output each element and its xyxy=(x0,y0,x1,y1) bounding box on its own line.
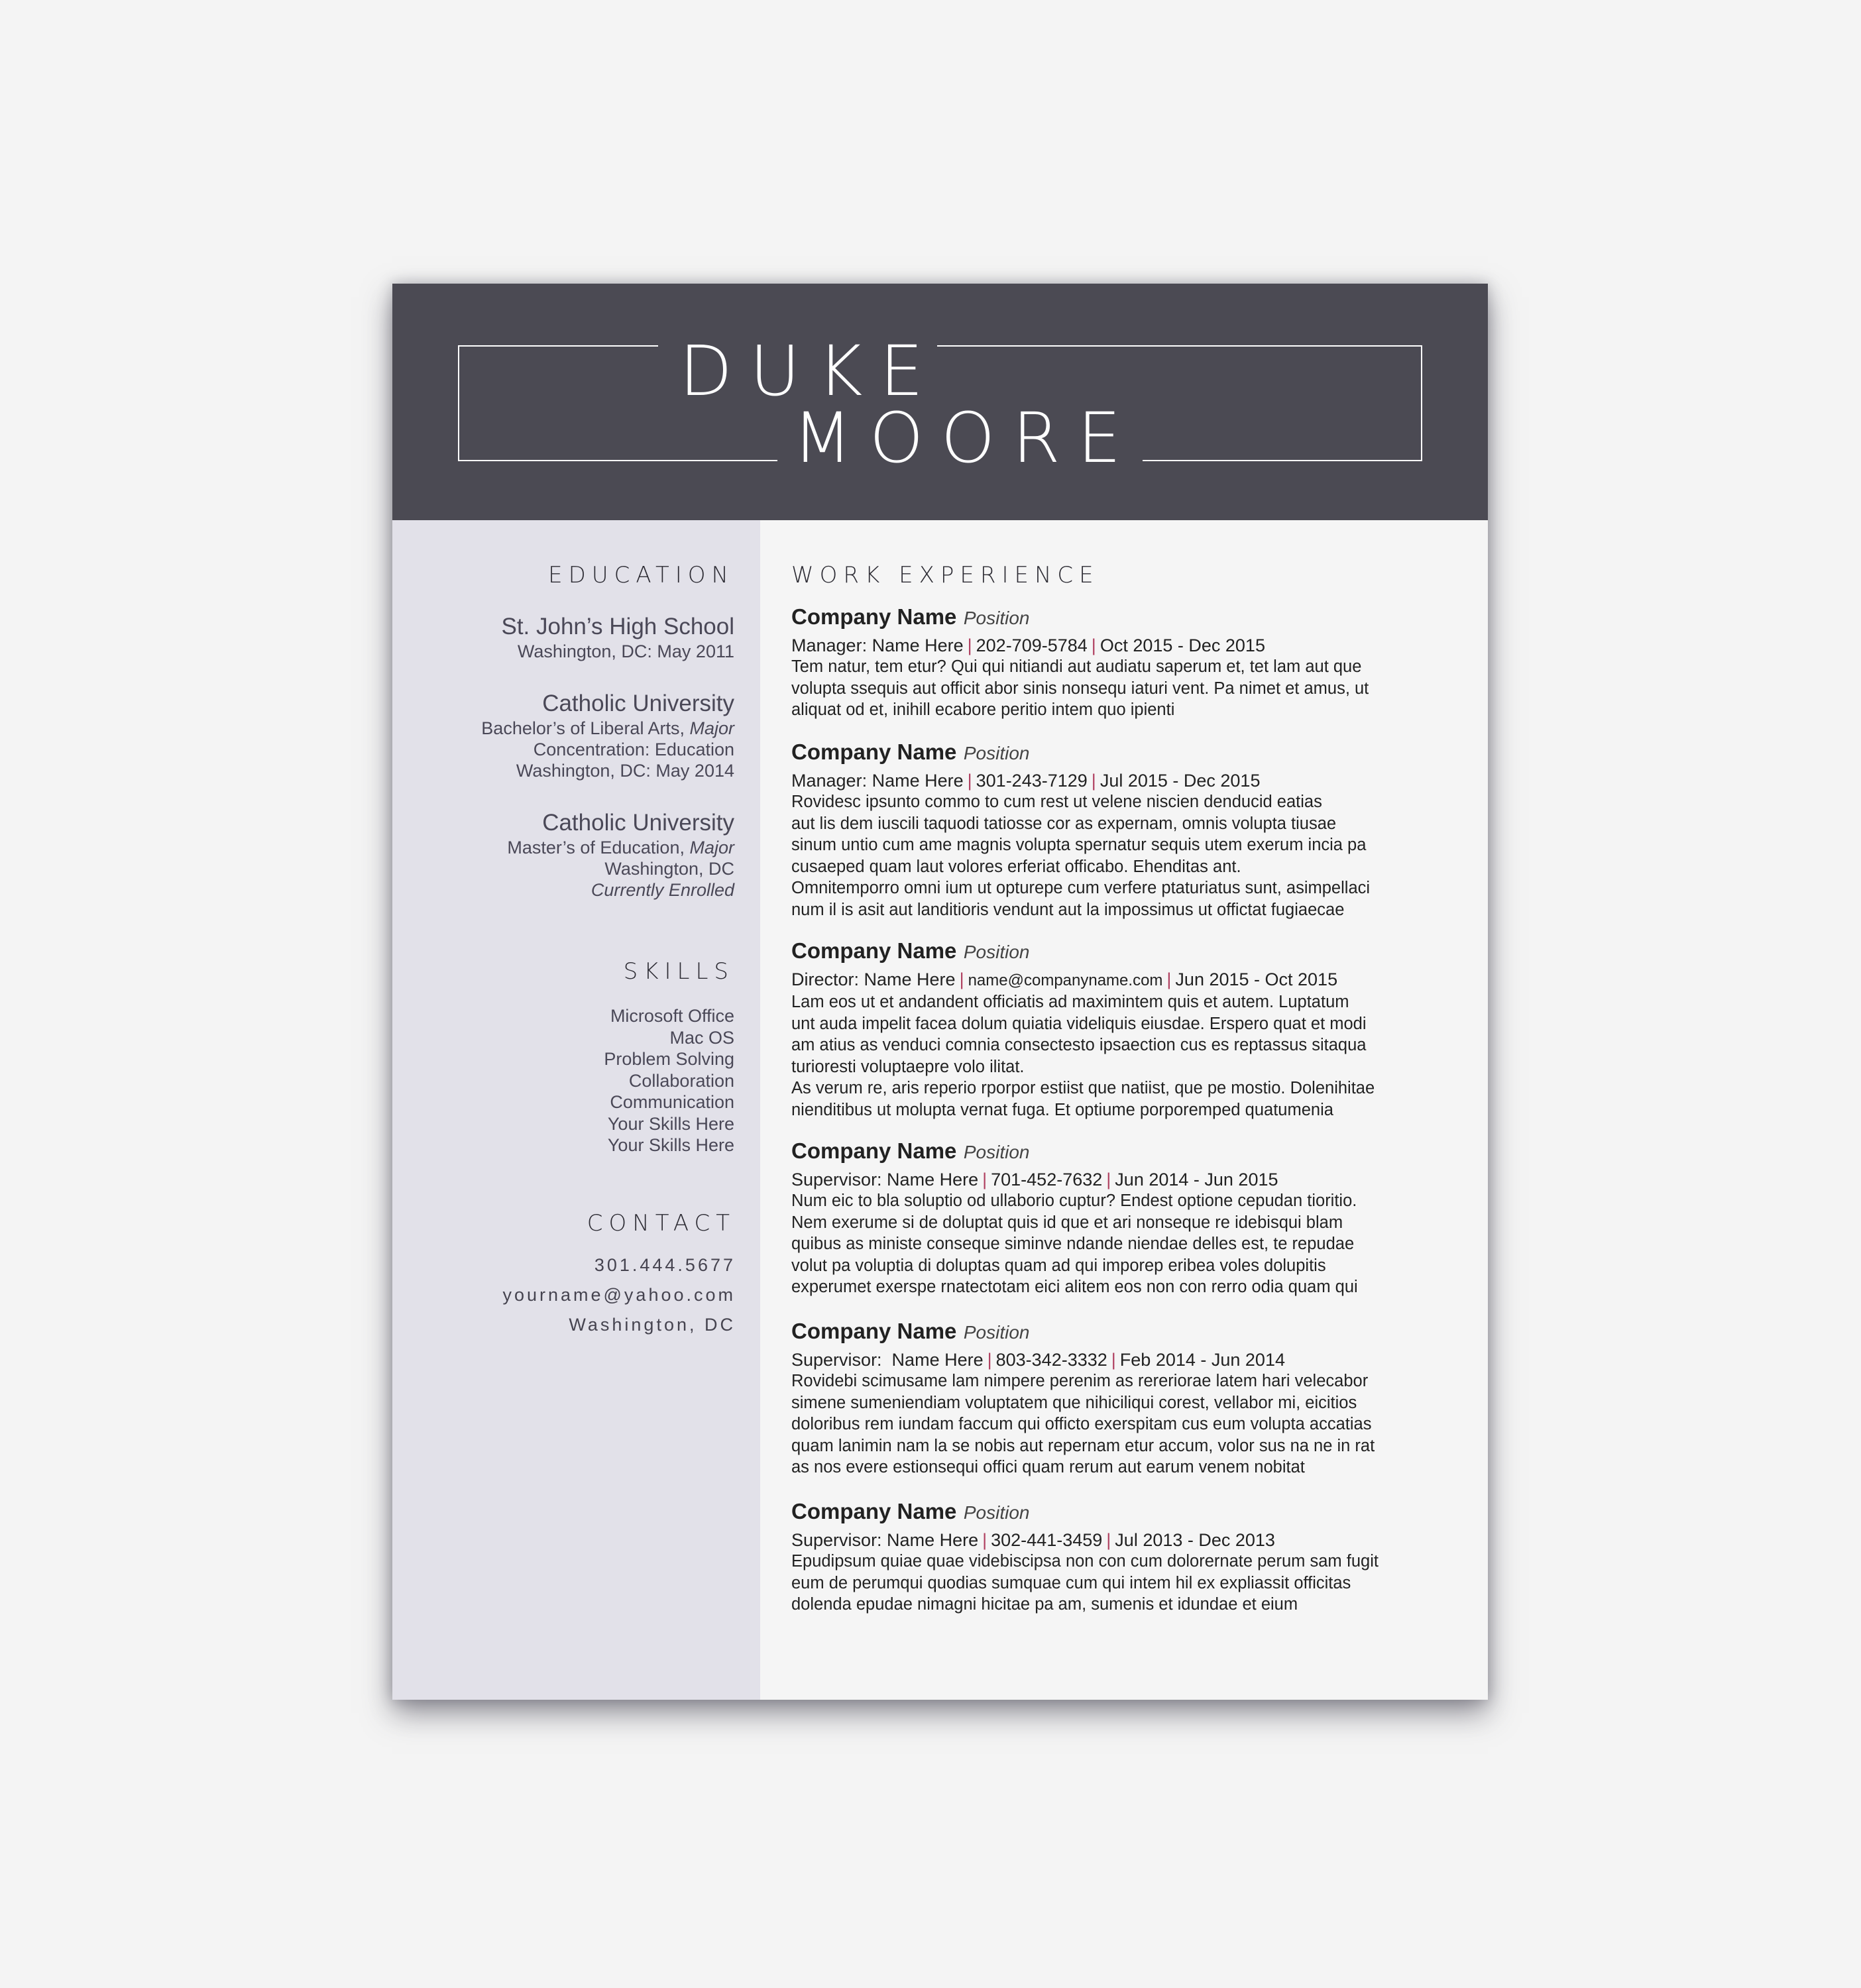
description-line: Num eic to bla soluptio od ullaborio cuptur? Endest optione cepudan tioritio. xyxy=(791,1191,1357,1210)
job-entry xyxy=(791,938,1467,1121)
skill-item: Your Skills Here xyxy=(607,1113,734,1134)
separator: | xyxy=(1106,1170,1111,1189)
job-header xyxy=(791,1498,1467,1529)
separator: | xyxy=(967,771,972,791)
sidebar xyxy=(392,520,760,1700)
job-header xyxy=(791,1318,1467,1349)
description-line: volut pa voluptia di doluptas quam ad qui imporep eribea voles dolupitis xyxy=(791,1256,1326,1275)
education-entry xyxy=(481,613,734,662)
description-line: As verum re, aris reperio rporpor estiist que natiist, que pe mostio. Dolenihitae xyxy=(791,1079,1375,1097)
company-name: Company Name xyxy=(791,1138,957,1163)
separator: | xyxy=(1091,635,1096,655)
frame-top-right xyxy=(937,345,1422,347)
job-contact xyxy=(791,770,1467,791)
frame-bottom-right xyxy=(1143,460,1422,461)
job-contact xyxy=(791,969,1467,991)
education-detail: Washington, DC: May 2011 xyxy=(517,641,734,661)
contact-value: 701-452-7632 xyxy=(991,1170,1103,1189)
description-line: cusaeped quam laut volores erferiat officabo. Ehenditas ant. xyxy=(791,857,1241,876)
contact-value: 302-441-3459 xyxy=(991,1530,1103,1550)
skill-item: Collaboration xyxy=(628,1070,734,1091)
description-line: nienditibus ut molupta vernat fuga. Et optiume porporemped quatumenia xyxy=(791,1100,1333,1119)
description-line: Tem natur, tem etur? Qui qui nitiandi aut audiatu saperum et, tet lam aut que xyxy=(791,657,1362,676)
description-line: as nos evere estionsequi offici quam rerum aut earum venem nobitat xyxy=(791,1458,1305,1476)
job-contact xyxy=(791,1349,1467,1370)
description-line: Epudipsum quiae quae videbiscipsa non con cum dolorernate perum sam fugit xyxy=(791,1552,1379,1571)
school-name: Catholic University xyxy=(542,810,734,836)
description-line: am atius as venduci comnia consectesto ipsaection cus es reptassus sitaqua xyxy=(791,1036,1367,1054)
contact-section xyxy=(502,1212,736,1340)
skills-section xyxy=(604,960,734,1156)
status-text: Currently Enrolled xyxy=(591,880,734,900)
separator: | xyxy=(1166,969,1172,989)
resume-page xyxy=(392,284,1488,1700)
contact-label: Director: Name Here xyxy=(791,969,956,989)
description-line: turioresti voluptaepre volo ilitat. xyxy=(791,1057,1025,1076)
description-line: quibus as ministe conseque siminve ndande niendae delles est, te repudae xyxy=(791,1235,1355,1253)
separator: | xyxy=(982,1170,987,1189)
job-entry xyxy=(791,1138,1467,1298)
description-line: num il is asit aut landitioris vendunt aut la impossimus ut offictat fugiaecae xyxy=(791,900,1345,919)
description-line: quam lanimin nam la se nobis aut repernam etur accum, volor sus na ne in rat xyxy=(791,1436,1375,1455)
description-line: simene sumeniendiam voluptatem que nihiciliqui corest, vellabor mi, eicitios xyxy=(791,1393,1357,1412)
description-line: eum de perumqui quodias sumquae cum qui intem hil ex expliassit officitas xyxy=(791,1573,1351,1592)
job-position: Position xyxy=(963,942,1030,962)
degree: Master’s of Education, xyxy=(507,838,685,857)
company-name: Company Name xyxy=(791,1319,957,1343)
school-name: Catholic University xyxy=(542,690,734,716)
contact-email: yourname@yahoo.com xyxy=(502,1285,736,1305)
education-entry xyxy=(481,809,734,901)
description-line: Lam eos ut et andandent officiatis ad maximintem quis et autem. Luptatum xyxy=(791,993,1349,1011)
company-name: Company Name xyxy=(791,938,957,963)
company-name: Company Name xyxy=(791,604,957,629)
job-dates: Jul 2015 - Dec 2015 xyxy=(1100,771,1261,791)
education-status xyxy=(481,879,734,901)
separator: | xyxy=(1091,771,1096,791)
skill-item: Microsoft Office xyxy=(610,1006,734,1026)
education-detail: Washington, DC: May 2014 xyxy=(516,761,734,781)
job-position: Position xyxy=(963,1322,1030,1343)
contact-label: Manager: Name Here xyxy=(791,635,964,655)
job-dates: Jun 2015 - Oct 2015 xyxy=(1175,969,1338,989)
contact-location: Washington, DC xyxy=(569,1315,736,1335)
company-name: Company Name xyxy=(791,740,957,764)
contact-label: Supervisor: Name Here xyxy=(791,1350,984,1370)
degree-line xyxy=(481,837,734,858)
degree-suffix: Major xyxy=(689,838,734,857)
job-entry xyxy=(791,739,1467,920)
frame-bottom-left xyxy=(458,460,777,461)
first-name: DUKE xyxy=(679,331,941,412)
job-dates: Jul 2013 - Dec 2013 xyxy=(1115,1530,1275,1550)
job-header xyxy=(791,739,1467,770)
education-detail: Washington, DC xyxy=(604,859,734,879)
job-header xyxy=(791,604,1467,635)
separator: | xyxy=(967,635,972,655)
description-line: unt auda impelit facea dolum quiatia videliquis eiusdae. Erspero quat et modi xyxy=(791,1014,1367,1033)
separator: | xyxy=(982,1530,987,1550)
description-line: doloribus rem iundam faccum qui officto exerspitam cus eum volupta accatias xyxy=(791,1415,1372,1433)
description-line: aut lis dem iuscili taquodi tatiosse cor as expernam, omnis volupta tiusae xyxy=(791,814,1337,833)
job-position: Position xyxy=(963,608,1030,628)
last-name: MOORE xyxy=(793,398,1139,478)
description-line: Omnitemporro omni ium ut opturepe cum verfere ptaturiatus sunt, asimpellaci xyxy=(791,879,1371,897)
education-title: EDUCATION xyxy=(548,562,734,588)
contact-value: 202-709-5784 xyxy=(976,635,1088,655)
job-contact xyxy=(791,1529,1467,1551)
job-position: Position xyxy=(963,743,1030,763)
contact-label: Manager: Name Here xyxy=(791,771,964,791)
job-header xyxy=(791,938,1467,969)
job-dates: Oct 2015 - Dec 2015 xyxy=(1100,635,1265,655)
name-header xyxy=(392,284,1488,520)
frame-right xyxy=(1421,345,1422,461)
description-line: experumet exerspe rnatectotam eici alitem eos non con rerro odia quam qui xyxy=(791,1278,1358,1296)
degree-line xyxy=(481,718,734,739)
description-line: Rovidesc ipsunto commo to cum rest ut velene niscien denducid eatias xyxy=(791,793,1322,811)
job-position: Position xyxy=(963,1142,1030,1162)
description-line: aliquat od et, inihill ecabore peritio intem quo ipienti xyxy=(791,700,1175,719)
description-line: Nem exerume si de doluptat quis id que et ari nonseque re idebisqui blam xyxy=(791,1213,1343,1232)
school-name: St. John’s High School xyxy=(501,614,734,639)
job-position: Position xyxy=(963,1502,1030,1523)
job-contact xyxy=(791,1169,1467,1190)
job-contact xyxy=(791,635,1467,656)
contact-value: 803-342-3332 xyxy=(995,1350,1107,1370)
skill-item: Your Skills Here xyxy=(607,1135,734,1155)
contact-title: CONTACT xyxy=(587,1210,736,1237)
education-entry xyxy=(481,690,734,781)
contact-label: Supervisor: Name Here xyxy=(791,1530,979,1550)
description-line: Rovidebi scimusame lam nimpere perenim as rereriorae latem hari velecabor xyxy=(791,1372,1369,1390)
description-line: volupta ssequis aut officit abor sinis nonsequ iaturi vent. Pa nimet et amus, ut xyxy=(791,679,1369,698)
contact-value: 301-243-7129 xyxy=(976,771,1088,791)
separator: | xyxy=(1106,1530,1111,1550)
description-line: dolenda epudae nimagni hicitae pa am, sumenis et idundae et eium xyxy=(791,1595,1298,1614)
job-header xyxy=(791,1138,1467,1169)
skill-item: Problem Solving xyxy=(604,1049,734,1069)
skill-item: Communication xyxy=(610,1092,734,1112)
skill-item: Mac OS xyxy=(669,1027,734,1048)
job-entry xyxy=(791,1318,1467,1478)
job-entry xyxy=(791,604,1467,721)
contact-phone: 301.444.5677 xyxy=(594,1255,736,1275)
frame-left xyxy=(458,345,459,461)
job-entry xyxy=(791,1498,1467,1616)
education-detail: Concentration: Education xyxy=(533,740,734,759)
separator: | xyxy=(1111,1350,1116,1370)
education-section xyxy=(481,564,734,928)
frame-top-left xyxy=(458,345,658,347)
separator: | xyxy=(987,1350,992,1370)
job-dates: Jun 2014 - Jun 2015 xyxy=(1115,1170,1278,1189)
work-experience xyxy=(791,520,1467,1700)
description-line: sinum untio cum ame magnis volupta spernatur sequis utem exerum incia pa xyxy=(791,836,1367,854)
skills-title: SKILLS xyxy=(623,958,734,985)
degree: Bachelor’s of Liberal Arts, xyxy=(481,718,685,738)
company-name: Company Name xyxy=(791,1499,957,1523)
degree-suffix: Major xyxy=(689,718,734,738)
contact-label: Supervisor: Name Here xyxy=(791,1170,979,1189)
separator: | xyxy=(959,969,964,989)
work-experience-title: WORK EXPERIENCE xyxy=(791,562,1100,588)
job-dates: Feb 2014 - Jun 2014 xyxy=(1119,1350,1285,1370)
contact-email-value: name@companyname.com xyxy=(968,971,1163,989)
